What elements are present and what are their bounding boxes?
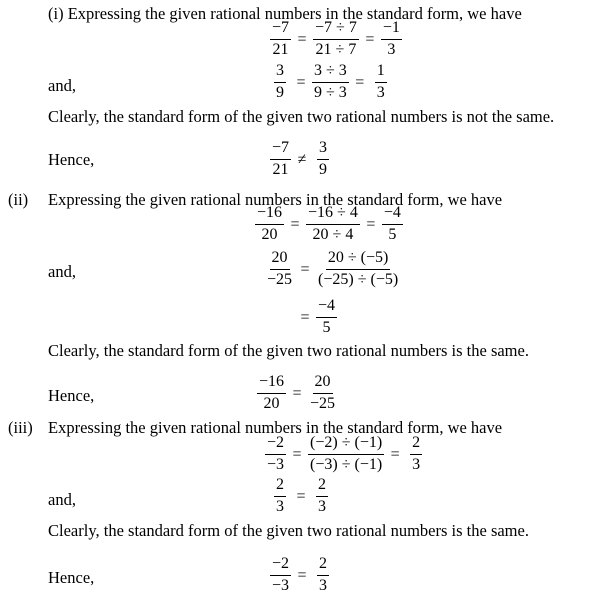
part-i-conclusion	[270, 140, 333, 179]
fraction: $\frac{2}{3}$	[412, 434, 421, 473]
part-ii-expression-1	[255, 205, 403, 244]
part-iii-label: (iii)	[8, 418, 33, 437]
equals-sign: =	[366, 215, 376, 233]
part-ii-expression-2	[265, 250, 400, 289]
fraction: $\frac{-7 \div 7}{21 \div 7}$	[315, 19, 357, 58]
fraction: $\frac{3}{9}$	[276, 62, 284, 101]
fraction: $\frac{-16 \div 4}{20 \div 4}$	[308, 204, 358, 243]
part-i-and-label: and,	[48, 76, 76, 95]
fraction: $\frac{1}{3}$	[376, 62, 385, 101]
part-iii-expression-1	[265, 435, 426, 474]
fraction: $\frac{-2}{-3}$	[272, 555, 290, 594]
fraction: $\frac{20 \div (-5)}{(-25) \div (-5)}$	[318, 249, 399, 288]
part-iii-hence-label: Hence,	[48, 568, 95, 587]
fraction: $\frac{-4}{5}$	[383, 204, 401, 243]
fraction: $\frac{-2}{-3}$	[267, 434, 285, 473]
equals-sign: =	[292, 445, 302, 463]
part-ii-conclusion	[257, 374, 337, 413]
equals-sign: =	[365, 30, 375, 48]
equals-sign: =	[390, 445, 400, 463]
fraction: $\frac{20}{-25}$	[310, 373, 336, 412]
part-iii-title: Expressing the given rational numbers in the standard form, we have	[48, 418, 503, 437]
part-iii-and-label: and,	[48, 490, 76, 509]
fraction: $\frac{3}{9}$	[319, 139, 328, 178]
part-ii-clearly-text: Clearly, the standard form of the given two rational numbers is the same.	[48, 341, 529, 360]
part-ii-expression-3	[300, 298, 337, 337]
fraction: $\frac{2}{3}$	[318, 476, 326, 515]
part-ii-and-label: and,	[48, 262, 76, 281]
part-i-expression-1	[270, 20, 402, 59]
part-ii-title: Expressing the given rational numbers in the standard form, we have	[48, 190, 503, 209]
part-i-hence-label: Hence,	[48, 150, 95, 169]
equals-sign: =	[297, 566, 307, 584]
fraction: $\frac{-7}{21}$	[272, 19, 290, 58]
fraction: $\frac{2}{3}$	[319, 555, 328, 594]
fraction: $\frac{-16}{20}$	[257, 204, 283, 243]
equals-sign: =	[292, 384, 302, 402]
fraction: $\frac{-4}{5}$	[318, 297, 336, 336]
equals-sign: =	[290, 215, 300, 233]
fraction: $\frac{(-2) \div (-1)}{(-3) \div (-1)}$	[310, 434, 383, 473]
part-ii-hence-label: Hence,	[48, 386, 95, 405]
part-ii-label: (ii)	[8, 190, 29, 209]
part-iii-clearly-text: Clearly, the standard form of the given two rational numbers is the same.	[48, 521, 529, 540]
equals-sign: =	[296, 487, 306, 505]
fraction: $\frac{2}{3}$	[276, 476, 284, 515]
equals-sign: =	[296, 73, 306, 91]
equals-sign: =	[300, 260, 310, 278]
fraction: $\frac{20}{-25}$	[267, 249, 293, 288]
fraction: $\frac{-1}{3}$	[382, 19, 400, 58]
part-i-clearly-text: Clearly, the standard form of the given two rational numbers is not the same.	[48, 107, 555, 126]
part-i-title: (i) Expressing the given rational numbers in the standard form, we have	[48, 4, 522, 23]
part-iii-expression-2	[270, 477, 332, 516]
equals-sign: =	[297, 30, 307, 48]
fraction: $\frac{3 \div 3}{9 \div 3}$	[314, 62, 347, 101]
fraction: $\frac{-16}{20}$	[259, 373, 285, 412]
part-iii-conclusion	[270, 556, 333, 595]
fraction: $\frac{-7}{21}$	[272, 139, 290, 178]
not-equal-sign: ≠	[297, 150, 307, 168]
equals-sign: =	[355, 73, 365, 91]
equals-sign: =	[300, 308, 310, 326]
part-i-expression-2	[270, 63, 391, 102]
